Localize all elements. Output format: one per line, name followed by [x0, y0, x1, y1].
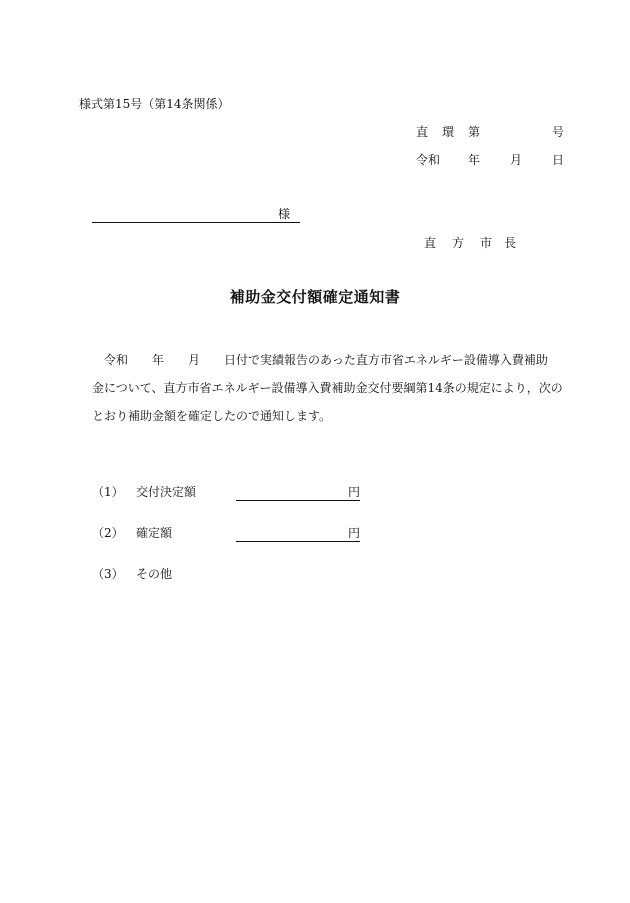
item-confirmed-amount — [92, 527, 492, 543]
document-title: 補助金交付額確定通知書 — [229, 288, 401, 306]
issuer-part: 方 — [452, 236, 465, 250]
body-paragraph — [92, 346, 588, 430]
body-line: 金について、直方市省エネルギー設備導入費補助金交付要綱第14条の規定により，次の — [92, 381, 563, 395]
doc-number-part: 第 — [468, 125, 481, 139]
issuer-line — [424, 237, 516, 251]
item-number: （2） — [92, 526, 124, 540]
date-part: 日 — [552, 153, 565, 167]
document-number-line — [416, 126, 564, 140]
doc-number-part: 直 — [416, 125, 429, 139]
item-grant-decision-amount — [92, 486, 492, 502]
date-part: 令和 — [416, 153, 441, 167]
body-line: とおり補助金額を確定したので通知します。 — [92, 409, 332, 423]
date-part: 月 — [510, 153, 523, 167]
amount-blank — [236, 527, 360, 542]
date-part: 年 — [468, 153, 481, 167]
doc-number-part: 環 — [442, 125, 455, 139]
issuer-part: 市 — [480, 236, 493, 250]
addressee-suffix: 様 — [277, 207, 290, 221]
item-label: 確定額 — [136, 526, 173, 540]
item-other — [92, 568, 492, 584]
currency-unit: 円 — [348, 526, 361, 540]
item-number: （1） — [92, 485, 124, 499]
addressee-line — [92, 208, 300, 223]
amount-blank — [236, 486, 360, 501]
doc-number-part: 号 — [552, 125, 565, 139]
item-label: その他 — [136, 567, 173, 581]
issuer-part: 長 — [504, 236, 517, 250]
currency-unit: 円 — [348, 485, 361, 499]
issuer-part: 直 — [424, 236, 437, 250]
issue-date-line — [416, 154, 564, 168]
form-number-label: 様式第15号（第14条関係） — [79, 97, 230, 111]
item-number: （3） — [92, 567, 124, 581]
body-line: 令和 年 月 日付で実績報告のあった直方市省エネルギー設備導入費補助 — [104, 353, 548, 367]
item-label: 交付決定額 — [136, 485, 197, 499]
